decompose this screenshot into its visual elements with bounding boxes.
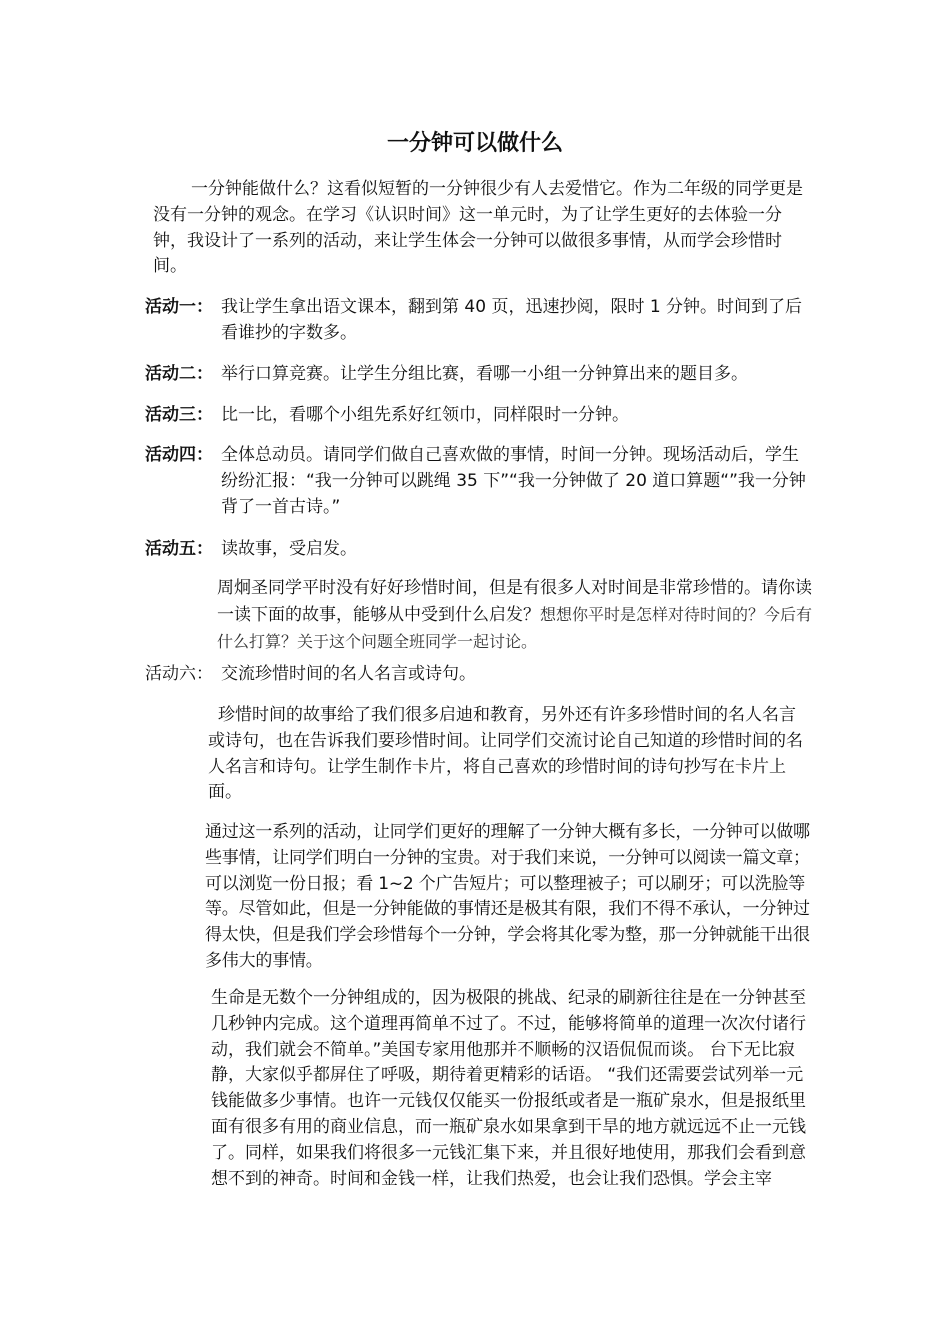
activity-label: 活动六： bbox=[145, 664, 213, 684]
activity-text: 比一比，看哪个小组先系好红领巾，同样限时一分钟。 bbox=[221, 405, 629, 425]
activity-text: 全体总动员。请同学们做自己喜欢做的事情，时间一分钟。现场活动后，学生纷纷汇报：“我一分钟可以跳绳 35 下”“我一分钟做了 20 道口算题“”我一分钟背了一首古诗。” bbox=[221, 445, 806, 517]
activity-text: 交流珍惜时间的名人名言或诗句。 bbox=[221, 664, 476, 684]
activity-label: 活动五： bbox=[145, 539, 213, 559]
intro-paragraph: 一分钟能做什么？这看似短暂的一分钟很少有人去爱惜它。作为二年级的同学更是没有一分钟的观念。在学习《认识时间》这一单元时，为了让学生更好的去体验一分钟，我设计了一系列的活动，来让学生体会一分钟可以做很多事情，从而学会珍惜时间。 bbox=[153, 179, 803, 277]
quotes-paragraph: 珍惜时间的故事给了我们很多启迪和教育，另外还有许多珍惜时间的名人名言或诗句，也在告诉我们要珍惜时间。让同学们交流讨论自己知道的珍惜时间的名人名言和诗句。让学生制作卡片，将自己喜欢的珍惜时间的诗句抄写在卡片上面。 bbox=[208, 705, 803, 803]
document-title: 一分钟可以做什么 bbox=[386, 131, 563, 156]
story-main-text: 周炯圣同学平时没有好好珍惜时间，但是有很多人对时间是非常珍惜的。请你读一读下面的故事，能够从中受到什么启发？ bbox=[217, 578, 812, 625]
activity-label: 活动一： bbox=[145, 297, 213, 317]
activity-label: 活动二： bbox=[145, 364, 213, 384]
activity-label: 活动四： bbox=[145, 445, 213, 465]
story-paragraph bbox=[217, 576, 813, 655]
activity-text: 举行口算竞赛。让学生分组比赛，看哪一小组一分钟算出来的题目多。 bbox=[221, 364, 748, 384]
activity-text: 读故事，受启发。 bbox=[221, 539, 357, 559]
summary-paragraph: 通过这一系列的活动，让同学们更好的理解了一分钟大概有多长，一分钟可以做哪些事情，让同学们明白一分钟的宝贵。对于我们来说，一分钟可以阅读一篇文章；可以浏览一份日报；看 1~2 个广告短片；可以整理被子；可以刷牙；可以洗脸等等。尽管如此，但是一分钟能做的事情还是极其有限，我们不得不承认，一分钟过得太快，但是我们学会珍惜每个一分钟，学会将其化零为整，那一分钟就能干出很多伟大的事情。 bbox=[205, 822, 810, 971]
activity-label: 活动三： bbox=[145, 405, 213, 425]
activity-text: 我让学生拿出语文课本，翻到第 40 页，迅速抄阅，限时 1 分钟。时间到了后看谁抄的字数多。 bbox=[221, 297, 803, 343]
story-question-text: 想想你平时是怎样对待时间的？今后有什么打算？关于这个问题全班同学一起讨论。 bbox=[217, 604, 813, 651]
life-paragraph: 生命是无数个一分钟组成的，因为极限的挑战、纪录的刷新往往是在一分钟甚至几秒钟内完成。这个道理再简单不过了。不过，能够将简单的道理一次次付诸行动，我们就会不简单。”美国专家用他那并不顺畅的汉语侃侃而谈。 台下无比寂静，大家似乎都屏住了呼吸，期待着更精彩的话语。 “我们还需要尝试列举一元钱能做多少事情。也许一元钱仅仅能买一份报纸或者是一瓶矿泉水，但是报纸里面有很多有用的商业信息，而一瓶矿泉水如果拿到干旱的地方就远远不止一元钱了。同样，如果我们将很多一元钱汇集下来，并且很好地使用，那我们会看到意想不到的神奇。时间和金钱一样，让我们热爱，也会让我们恐惧。学会主宰 bbox=[211, 988, 806, 1189]
